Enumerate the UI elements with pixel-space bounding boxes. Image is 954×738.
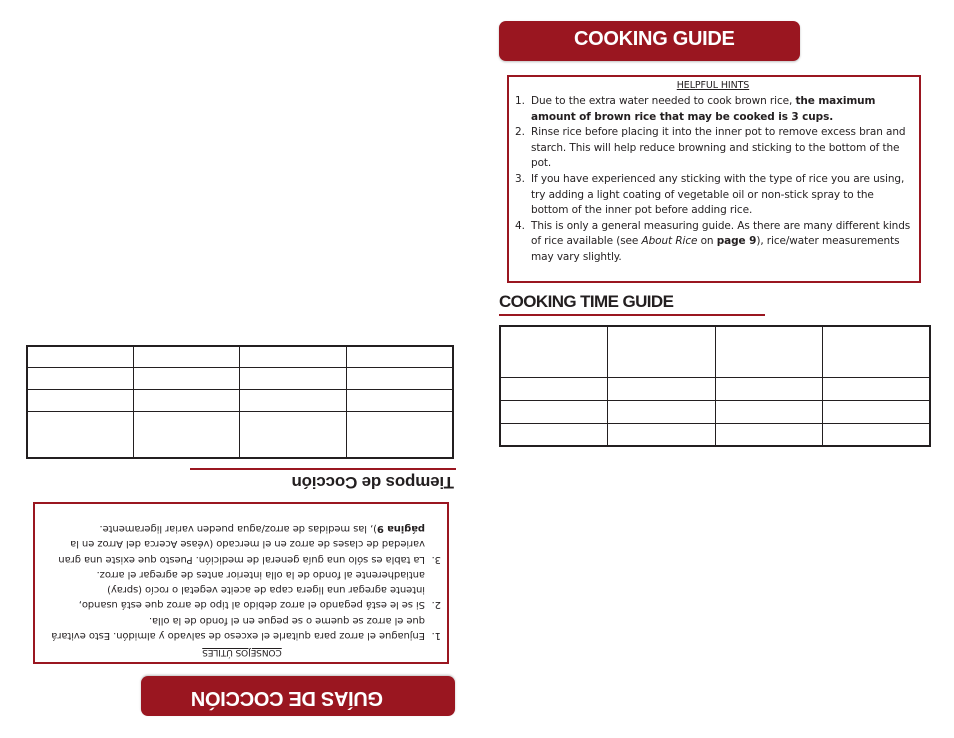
table-header-row [500,326,930,377]
spanish-cooking-time-table [26,345,454,459]
table-cell [823,423,931,446]
hint-item [43,567,441,613]
spanish-hints-title: CONSEJOS ÚTILES [202,647,282,657]
hint-text: on [697,235,717,248]
table-cell [347,368,454,390]
table-cell [27,346,134,368]
spanish-cooking-guide-banner [141,676,455,716]
spanish-cooking-guide-title: GUÍAS DE COCCIÓN [191,687,383,709]
table-cell [347,390,454,412]
table-cell [347,346,454,368]
spanish-hints-list [43,521,441,643]
table-cell [240,412,347,458]
hint-number: 4. [515,219,525,232]
hint-text: Due to the extra water needed to cook brown rice, [531,95,796,107]
hint-item [515,94,911,125]
spanish-hints-box [33,502,449,664]
hint-item [515,219,911,266]
table-cell [134,412,241,458]
hint-text: Rinse rice before placing it into the inner pot to remove excess bran and starch. This will help reduce browning and sticking to the bottom of the pot. [531,126,906,170]
table-cell [500,326,608,377]
table-cell [715,326,823,377]
table-cell [500,377,608,400]
hint-number: 2. [431,599,441,611]
table-row [500,377,930,400]
table-row [27,346,453,368]
table-row [27,368,453,390]
table-cell [240,368,347,390]
table-cell [823,377,931,400]
table-cell [240,346,347,368]
table-row [500,400,930,423]
hint-item [515,172,911,219]
hint-number: 1. [431,630,441,641]
hint-text: Enjuague el arroz para quitarle el exceso de salvado y almidón. Esto evitará que el arroz se queme o se pegue en el fondo de la olla. [51,614,425,641]
table-cell [608,377,716,400]
table-cell [608,326,716,377]
helpful-hints-list [515,94,911,266]
table-cell [715,423,823,446]
hint-number: 3. [515,172,525,185]
table-cell [27,368,134,390]
cooking-time-table [499,325,931,447]
table-cell [715,400,823,423]
hint-text: This is only a general measuring guide. As there are many different kinds of rice available (see [531,219,911,248]
table-cell [500,423,608,446]
table-cell [27,390,134,412]
hint-item [43,521,441,567]
table-cell [134,346,241,368]
hint-number: 1. [515,95,525,107]
hint-text: If you have experienced any sticking with the type of rice you are using, try adding a light coating of vegetable oil or non-stick spray to the bottom of the inner pot before adding rice. [531,172,905,217]
table-cell [823,400,931,423]
table-cell [27,412,134,458]
hint-text: La tabla es sólo una guía general de medición. Puesto que existe una gran variedad de clases de arroz en el mercado (véase Acerca del Arroz en la [58,538,425,565]
hint-number: 3. [431,553,441,565]
helpful-hints-box [507,75,921,283]
hint-text: Si se le está pegando el arroz debido al tipo de arroz que está usando, intente agregar una ligera capa de aceite vegetal o rocío (spray) antiadherente al fondo de la olla interior antes de agregar el arroz. [78,568,425,611]
hint-italic-text: About Rice [641,235,698,248]
table-cell [823,326,931,377]
table-cell [134,368,241,390]
hint-number: 2. [515,126,525,139]
table-row [500,423,930,446]
spanish-cooking-time-heading: Tiempos de Cocción [291,473,454,492]
spanish-heading-underline [190,468,456,470]
table-cell [347,412,454,458]
cooking-guide-title: COOKING GUIDE [574,28,735,50]
hint-bold-text: the maximum amount of brown rice that may be cooked is 3 cups. [531,95,876,123]
table-cell [134,390,241,412]
table-row [27,390,453,412]
hint-item [43,612,441,643]
table-cell [608,400,716,423]
hint-text: ), las medidas de arroz/agua pueden variar ligeramente. [99,522,377,534]
table-cell [715,377,823,400]
cooking-time-guide-heading: COOKING TIME GUIDE [499,292,674,311]
hint-text: ), rice/water measurements may vary slightly. [531,235,900,263]
table-cell [240,390,347,412]
hint-item [515,125,911,172]
page-reference: page 9 [716,235,757,248]
table-cell [500,400,608,423]
table-header-row [27,412,453,458]
page-reference: página 9 [377,522,425,534]
table-cell [608,423,716,446]
heading-underline [499,314,765,316]
cooking-guide-banner [499,21,800,61]
helpful-hints-title: HELPFUL HINTS [676,80,750,91]
